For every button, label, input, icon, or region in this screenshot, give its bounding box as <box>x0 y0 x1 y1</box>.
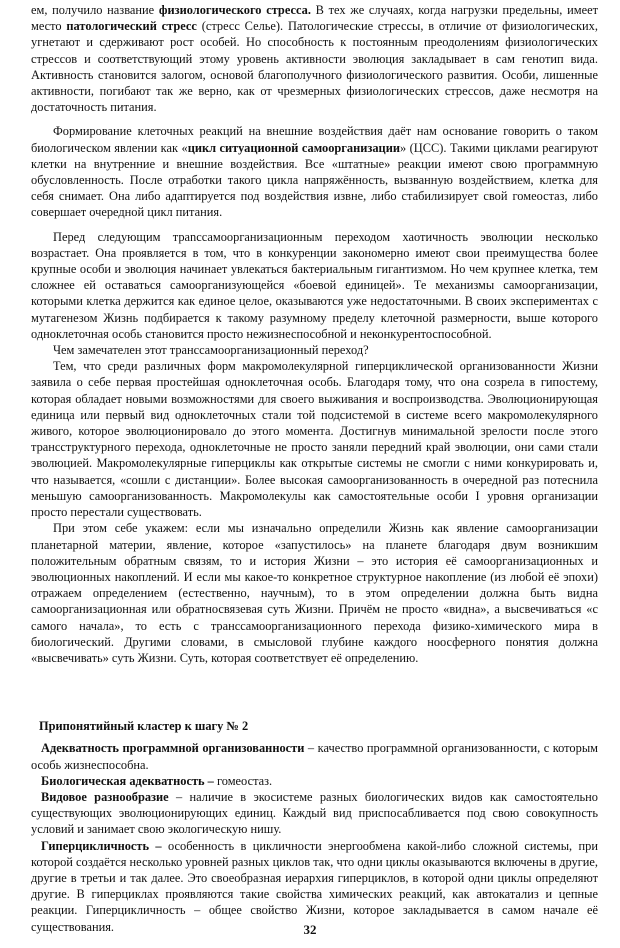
cluster-definition: особенность в цикличности энергообмена какой-либо сложной системы, при которой создаётся несколько уровней разных циклов так, что одни циклы оказываются включены в другие, другие в третьи и так далее. Это своеобразная иерархия гиперциклов, в которой одни циклы определяют другие. В гиперциклах проявляются такие свойства химических реакций, как автокатализ и цепные реакции. Гиперцикличность – общее свойство Жизни, которое закладывается в самом начале её существования. <box>31 838 598 934</box>
bold-term: физиологического стресса. <box>158 3 311 17</box>
concept-cluster <box>31 718 598 935</box>
paragraph <box>31 229 598 342</box>
paragraph <box>31 520 598 666</box>
text-run: » (ЦСС). Такими циклами реагируют клетки на внутренние и внешние воздействия. Все «штатные» реакции имеют свою программную обусловленность. После отработки такого цикла напряжённость, вызванную воздействием, клетка для себя снимает. Она либо адаптируется под воздействия извне, либо стабилизирует свой гомеостаз, либо совершает очередной цикл питания. <box>31 140 598 220</box>
text-run: ем, получило название <box>31 3 159 17</box>
text-run: Чем замечателен этот трансcамоорганизационный переход? <box>53 343 369 358</box>
cluster-definition: – наличие в экосистеме разных биологических видов как самостоятельно существующих эволюционирующих единиц. Каждый вид приспосабливается под свою совокупность условий и занимает свою экологическую нишу. <box>31 789 598 837</box>
cluster-term: Биологическая адекватность – <box>41 773 214 788</box>
text-run: Перед следующим трanссамоорганизационным переходом хаотичность эволюции несколько возрастает. Она проявляется в том, что в конкуренции закономерно имеют свои преимущества более крупные особи и эволюция начинает увлекаться бактериальным гигантизмом. Но чем крупнее клетка, тем сложнее ей оставаться самоорганизующейся «боевой единицей». Те механизмы самоорганизации, которыми клетка держится как единое целое, оказываются уже недостаточными. В своих экспериментах с мутагенезом Жизнь подбирается к такому разумному пределу клеточной размерности, выше которого одноклеточная особь становится просто нежизнеспособной и неконкурентоспособной. <box>31 229 598 341</box>
cluster-definition: гомеостаз. <box>213 773 273 788</box>
text-run: В тех же случаях, когда нагрузки предельны, имеет место <box>31 3 598 34</box>
text-run: При этом себе укажем: если мы изначально определили Жизнь как явление самоорганизации планетарной материи, явление, которое «запустилось» на планете благодаря двум возникшим положительным обратным связям, то и история Жизни – это история её самоорганизационных и эволюционных накоплений. И если мы какое-то конкретное структурное накопление (из любой её эпохи) отражаем определением (естественно, научным), то в этом определении должна быть видна самоорганизационная или обратносвязевая суть Жизни. Причём не просто «видна», а высвечиваться «с самого начала», то есть с трансcамоорганизационного перехода физико-химического мира в биологический. Другими словами, в смысловой глубине каждого ноосферного понятия должна «высвечивать» суть Жизни. Суть, которая соответствует её определению. <box>31 521 598 665</box>
bold-term: патологический стресс <box>66 19 197 34</box>
cluster-item <box>31 773 598 789</box>
text-run: (стресс Селье). Патологические стрессы, в отличие от физиологических, угнетают и сдерживают рост особей. Но способность к постоянным преодолениям физиологических стрессов и соответствующий этому уровень активности эволюция закладывает в сам генотип вида. Активность становится залогом, основой благополучного физиологического развития. Особи, лишенные активности, погибают так же верно, как от чрезмерных физиологических стрессов, даже несмотря на достаточность питания. <box>31 19 598 115</box>
cluster-term: Видовое разнообразие <box>41 789 169 804</box>
paragraph <box>31 358 598 520</box>
cluster-list <box>31 740 598 934</box>
cluster-item <box>31 789 598 838</box>
cluster-item <box>31 740 598 772</box>
cluster-term: Адекватность программной организованности <box>41 741 305 756</box>
text-run: Формирование клеточных реакций на внешние воздействия даёт нам основание говорить о таком биологическом явлении как « <box>31 124 598 155</box>
paragraph <box>31 342 598 358</box>
cluster-term: Гиперцикличность – <box>41 838 162 853</box>
cluster-heading: Припонятийный кластер к шагу № 2 <box>39 719 249 734</box>
cluster-definition: – качество программной организованности, с которым особь жизнеспособна. <box>31 741 598 772</box>
paragraph <box>31 2 598 115</box>
bold-term: цикл ситуационной самоорганизации <box>187 140 400 155</box>
cluster-item <box>31 838 598 935</box>
body-text <box>31 2 598 666</box>
text-run: Тем, что среди различных форм макромолекулярной гиперциклической организованности Жизни заявила о себе первая простейшая одноклеточная особь. Благодаря тому, что она созрела в гипостему, которая обладает новыми возможностями для своего выживания и воспроизводства. Эволюционирующая единица или первый вид одноклеточных стали той подсистемой в системе всего макромолекулярного живого, которое эволюционировало до этого момента. Достигнув минимальной зрелости после этого трансструктурного перехода, одноклеточные не просто заняли передний край эволюции, они сами стали эволюцией. Макромолекулярные гиперциклы как открытые системы не смогли с ними конкурировать и, что называется, «сошли с дистанции». Более высокая самоорганизованность в очередной раз потеснила меньшую самоорганизованность. Макромолекулы как самостоятельные особи I уровня организации просто перестали существовать. <box>31 359 598 520</box>
page-number: 32 <box>303 922 317 937</box>
paragraph <box>31 123 598 220</box>
